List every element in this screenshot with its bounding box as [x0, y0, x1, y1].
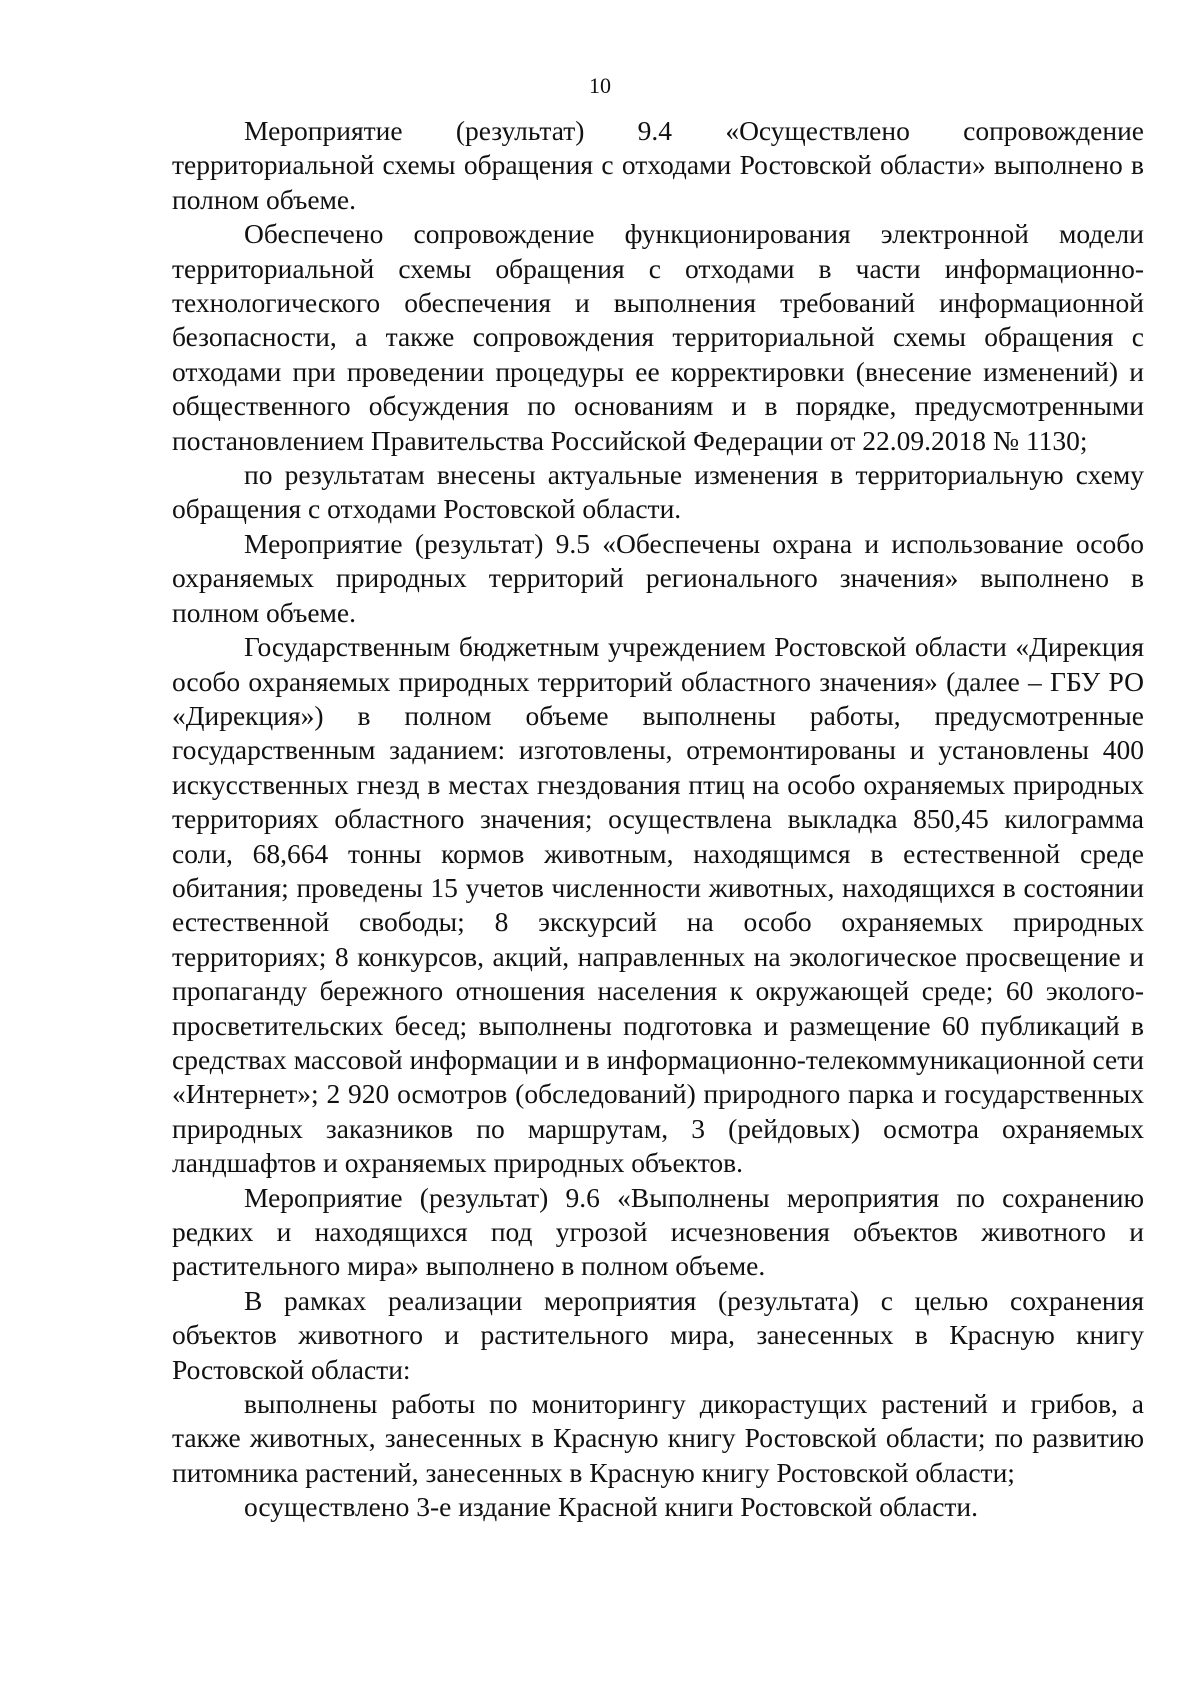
document-body	[172, 114, 1144, 1525]
page-number: 10	[589, 73, 611, 98]
paragraph-monitoring-works: выполнены работы по мониторингу дикорастущих растений и грибов, а также животных, занесенных в Красную книгу Ростовской области; по развитию питомника растений, занесенных в Красную книгу Ростовской области;	[172, 1388, 1144, 1488]
paragraph-scheme-changes: по результатам внесены актуальные изменения в территориальную схему обращения с отходами Ростовской области.	[172, 459, 1144, 525]
paragraph-directorate-works: Государственным бюджетным учреждением Ростовской области «Дирекция особо охраняемых природных территорий областного значения» (далее – ГБУ РО «Дирекция») в полном объеме выполнены работы, предусмотренные государственным заданием: изготовлены, отремонтированы и установлены 400 искусственных гнезд в местах гнездования птиц на особо охраняемых природных территориях областного значения; осуществлена выкладка 850,45 килограмма соли, 68,664 тонны кормов животным, находящимся в естественной среде обитания; проведены 15 учетов численности животных, находящихся в состоянии естественной свободы; 8 экскурсий на особо охраняемых природных территориях; 8 конкурсов, акций, направленных на экологическое просвещение и пропаганду бережного отношения населения к окружающей среде; 60 эколого-просветительских бесед; выполнены подготовка и размещение 60 публикаций в средствах массовой информации и в информационно-телекоммуникационной сети «Интернет»; 2 920 осмотров (обследований) природного парка и государственных природных заказников по маршрутам, 3 (рейдовых) осмотра охраняемых ландшафтов и охраняемых природных объектов.	[172, 631, 1144, 1179]
paragraph-electronic-model-support: Обеспечено сопровождение функционирования электронной модели территориальной схемы обращения с отходами в части информационно-технологического обеспечения и выполнения требований информационной безопасности, а также сопровождения территориальной схемы обращения с отходами при проведении процедуры ее корректировки (внесение изменений) и общественного обсуждения по основаниям и в порядке, предусмотренными постановлением Правительства Российской Федерации от 22.09.2018 № 1130;	[172, 218, 1144, 456]
paragraph-event-9-4: Мероприятие (результат) 9.4 «Осуществлено сопровождение территориальной схемы обращения с отходами Ростовской области» выполнено в полном объеме.	[172, 115, 1144, 215]
paragraph-red-book-edition: осуществлено 3-е издание Красной книги Ростовской области.	[244, 1491, 979, 1523]
paragraph-event-9-6: Мероприятие (результат) 9.6 «Выполнены мероприятия по сохранению редких и находящихся под угрозой исчезновения объектов животного и растительного мира» выполнено в полном объеме.	[172, 1181, 1144, 1282]
paragraph-red-book-intro: В рамках реализации мероприятия (результата) с целью сохранения объектов животного и растительного мира, занесенных в Красную книгу Ростовской области:	[172, 1284, 1144, 1385]
paragraph-event-9-5: Мероприятие (результат) 9.5 «Обеспечены охрана и использование особо охраняемых природных территорий регионального значения» выполнено в полном объеме.	[172, 527, 1144, 628]
